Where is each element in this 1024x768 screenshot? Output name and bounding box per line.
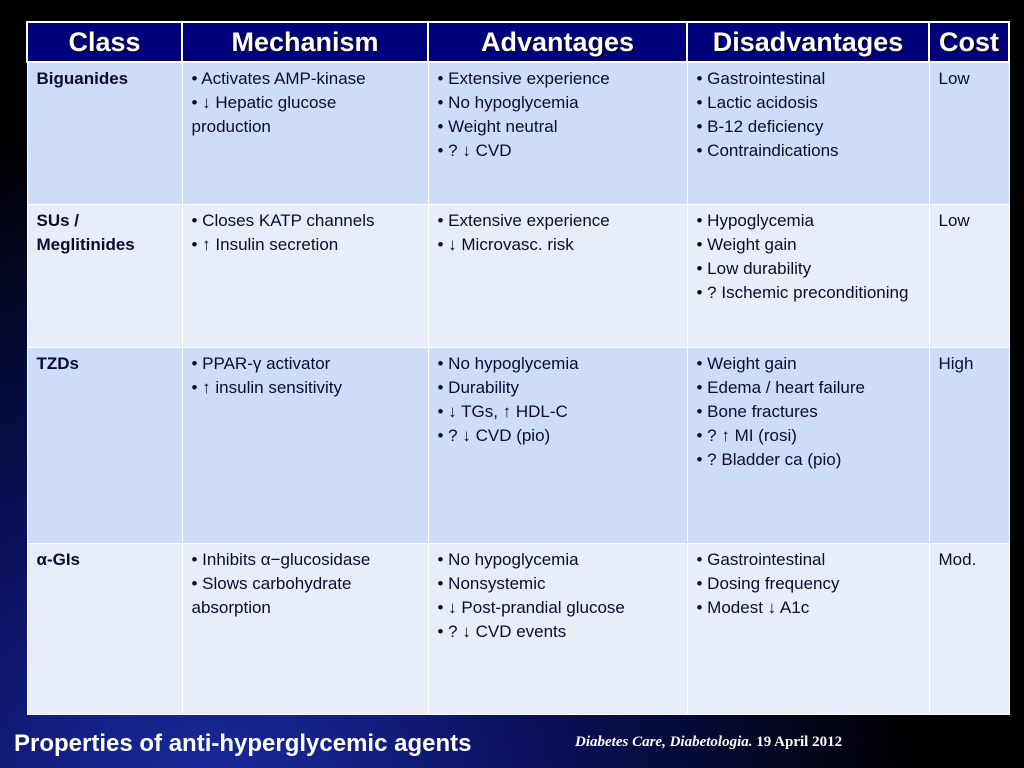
list-item: • ↓ Hepatic glucose production [191,93,337,136]
list-item: • Gastrointestinal [696,549,826,569]
list-item: • ↓ Post-prandial glucose [437,597,625,617]
advantages-cell [428,347,687,543]
list-item: • Bone fractures [696,401,818,421]
disadvantages-cell [687,204,929,347]
citation-journals: Diabetes Care, Diabetologia. [575,734,753,750]
class-name: Biguanides [36,69,129,88]
mechanism-cell [182,347,428,543]
mechanism-cell [182,543,428,714]
list-item: • B-12 deficiency [696,117,824,136]
list-item: • ↑ Insulin secretion [191,234,339,254]
header-cost: Cost [929,22,1009,62]
list-item: • ↓ Microvasc. risk [437,234,574,254]
list-item: • Inhibits α−glucosidase [191,549,371,569]
cost-cell [929,347,1009,543]
cost-value: High [938,353,974,373]
list-item: • ? ↓ CVD [437,141,512,160]
citation-date: 19 April 2012 [756,734,843,750]
table-row [27,204,1009,347]
cost-value: Low [938,210,970,230]
cost-cell [929,543,1009,714]
list-item: • ? Ischemic preconditioning [696,282,909,302]
list-item: • Extensive experience [437,69,610,88]
list-item: • Extensive experience [437,210,610,230]
citation [575,734,842,751]
header-class: Class [27,22,182,62]
properties-table [26,21,1010,715]
class-cell [27,204,182,347]
list-item: • Closes KATP channels [191,210,375,230]
list-item: • Hypoglycemia [696,210,814,230]
cost-value: Mod. [938,549,977,569]
advantages-cell [428,204,687,347]
list-item: • Contraindications [696,141,839,160]
disadvantages-cell [687,347,929,543]
list-item: • No hypoglycemia [437,93,579,112]
list-item: • ? ↓ CVD (pio) [437,425,551,445]
class-name: α-GIs [36,549,81,569]
list-item: • Activates AMP-kinase [191,69,366,88]
mechanism-cell [182,62,428,204]
list-item: • Weight gain [696,353,797,373]
list-item: • ? ↑ MI (rosi) [696,425,797,445]
list-item: • Slows carbohydrate absorption [191,573,352,617]
list-item: • PPAR-γ activator [191,353,331,373]
table-header-row [27,22,1009,62]
list-item: • Nonsystemic [437,573,546,593]
list-item: • No hypoglycemia [437,549,579,569]
cost-cell [929,204,1009,347]
table-row [27,543,1009,714]
list-item: • Weight neutral [437,117,558,136]
list-item: • Dosing frequency [696,573,840,593]
class-name: SUs / Meglitinides [36,210,135,254]
disadvantages-cell [687,543,929,714]
header-mechanism: Mechanism [182,22,428,62]
class-cell [27,543,182,714]
list-item: • No hypoglycemia [437,353,579,373]
list-item: • ? Bladder ca (pio) [696,449,842,469]
list-item: • Low durability [696,258,812,278]
list-item: • ? ↓ CVD events [437,621,567,641]
slide-title: Properties of anti-hyperglycemic agents [14,730,472,757]
list-item: • Modest ↓ A1c [696,597,810,617]
header-disadvantages: Disadvantages [687,22,929,62]
header-advantages: Advantages [428,22,687,62]
table-row [27,62,1009,204]
list-item: • Lactic acidosis [696,93,818,112]
list-item: • ↑ insulin sensitivity [191,377,343,397]
mechanism-cell [182,204,428,347]
cost-value: Low [938,69,970,88]
class-name: TZDs [36,353,79,373]
list-item: • Durability [437,377,520,397]
list-item: • Weight gain [696,234,797,254]
class-cell [27,347,182,543]
advantages-cell [428,62,687,204]
advantages-cell [428,543,687,714]
list-item: • Edema / heart failure [696,377,865,397]
class-cell [27,62,182,204]
list-item: • Gastrointestinal [696,69,826,88]
list-item: • ↓ TGs, ↑ HDL-C [437,401,568,421]
table-row [27,347,1009,543]
disadvantages-cell [687,62,929,204]
cost-cell [929,62,1009,204]
